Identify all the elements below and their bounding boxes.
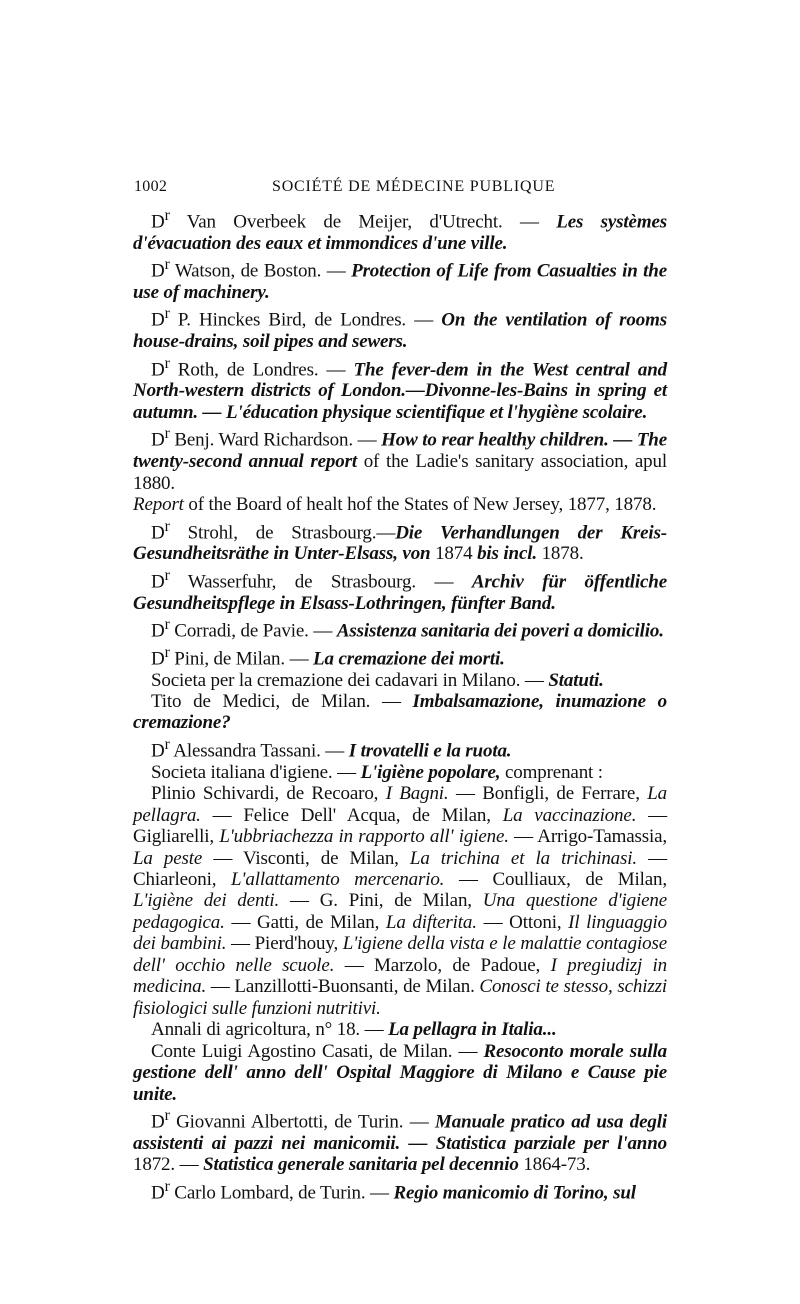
doctor-abbrev-sup: r — [164, 207, 170, 224]
author-text: Carlo Lombard, de Turin. — — [169, 1181, 394, 1203]
doctor-abbrev-sup: r — [164, 643, 170, 661]
author-text: Conte Luigi Agostino Casati, de Milan. — — [151, 1040, 484, 1062]
author-text: Societa per la cremazione dei cadavari in Milano. — — [151, 669, 549, 691]
author-text: — Gigliarelli, — [133, 804, 667, 848]
work-title: How to rear healthy children. — The twenty-second annual report — [133, 429, 667, 473]
bibliography-entry — [133, 670, 667, 691]
author-text: Watson, de Boston. — — [169, 260, 352, 282]
work-title: L'igiene della vista e le malattie contagiose dell' occhio nelle scuole. — [133, 933, 667, 976]
doctor-abbrev: D — [151, 211, 165, 233]
work-title: On the ventilation of rooms house-drains, soil pipes and sewers. — [133, 309, 667, 353]
running-head — [134, 178, 666, 200]
work-title: Assistenza sanitaria dei poveri a domicilio. — [336, 620, 664, 642]
bibliography-entry — [133, 783, 667, 1019]
author-text: — Bonfigli, de Ferrare, — [448, 783, 648, 805]
doctor-abbrev-sup: r — [164, 425, 170, 443]
page-number: 1002 — [134, 178, 168, 195]
work-title: Regio manicomio di Torino, sul — [393, 1181, 636, 1203]
bibliography-entry — [133, 353, 667, 424]
bibliography-entry — [133, 494, 667, 515]
bibliography-entry — [133, 1176, 667, 1204]
work-title: Statuti. — [548, 669, 604, 691]
doctor-abbrev-sup: r — [164, 1106, 170, 1124]
author-text: Plinio Schivardi, de Recoaro, — [151, 783, 386, 805]
plain-text: 1872. — — [133, 1154, 204, 1176]
author-text: — Chiarleoni, — [133, 847, 668, 890]
doctor-abbrev: D — [151, 359, 165, 381]
author-text: Corradi, de Pavie. — — [169, 620, 337, 642]
bibliography-entry — [133, 614, 667, 642]
work-title: La peste — [133, 847, 203, 869]
work-title: Les systèmes d'évacuation des eaux et immondices d'une ville. — [133, 211, 667, 254]
author-text: — Coulliaux, de Milan, — [444, 868, 667, 890]
work-title: bis incl. — [477, 543, 537, 565]
doctor-abbrev: D — [151, 309, 165, 331]
author-text: Societa italiana d'igiene. — — [151, 761, 361, 783]
work-title: L'igiène popolare, — [360, 761, 501, 783]
doctor-abbrev-sup: r — [164, 256, 170, 274]
work-title: La difterita. — [385, 911, 477, 933]
author-text: Roth, de Londres. — — [169, 359, 354, 381]
author-text: Pini, de Milan. — — [169, 648, 314, 670]
plain-text: 1874 — [430, 543, 478, 565]
work-title: La pellagra in Italia... — [388, 1019, 557, 1041]
bibliography-entry — [133, 762, 667, 783]
bibliography-entry — [133, 205, 667, 254]
doctor-abbrev-sup: r — [164, 1177, 170, 1195]
author-text: Giovanni Albertotti, de Turin. — — [169, 1111, 435, 1133]
author-text: — G. Pini, de Milan, — [279, 890, 483, 912]
running-title: SOCIÉTÉ DE MÉDECINE PUBLIQUE — [272, 178, 556, 195]
bibliography-entry — [133, 734, 667, 762]
work-title: La vaccinazione. — [502, 804, 637, 826]
work-title: La pellagra. — [133, 783, 667, 826]
doctor-abbrev: D — [151, 740, 165, 762]
author-text: Alessandra Tassani. — — [169, 740, 349, 762]
bibliography-entry — [133, 423, 667, 494]
author-text: Wasserfuhr, de Strasbourg. — — [169, 571, 472, 593]
doctor-abbrev: D — [151, 571, 165, 593]
author-text: Strohl, de Strasbourg.— — [169, 521, 396, 543]
doctor-abbrev: D — [151, 260, 165, 282]
work-title: L'igiène dei denti. — [133, 890, 280, 912]
work-title: Imbalsamazione, inumazione o cremazione? — [133, 691, 667, 734]
author-text: Benj. Ward Richardson. — — [169, 429, 382, 451]
work-title: Il linguaggio dei bambini. — [133, 911, 668, 955]
author-text: — Lanzillotti-Buonsanti, de Milan. — [206, 976, 480, 998]
doctor-abbrev: D — [151, 620, 165, 642]
work-title: Protection of Life from Casualties in the use of machinery. — [133, 260, 668, 304]
bibliography-entry — [133, 691, 667, 734]
bibliography-list — [133, 205, 667, 1203]
work-title: Report — [133, 494, 184, 516]
author-text: — Pierd'houy, — [226, 933, 343, 955]
doctor-abbrev: D — [151, 1181, 165, 1203]
bibliography-entry — [133, 254, 667, 303]
plain-text: of the Board of healt hof the States of New Jersey, 1877, 1878. — [183, 494, 657, 516]
bibliography-entry — [133, 1105, 667, 1176]
author-text: — Arrigo-Tamassia, — [508, 826, 668, 848]
work-title: Una questione d'igiene pedagogica. — [133, 890, 667, 933]
work-title: Statistica generale sanitaria pel decennio — [203, 1154, 519, 1176]
work-title: I pregiudizj in medicina. — [133, 954, 667, 998]
doctor-abbrev-sup: r — [164, 566, 170, 584]
work-title: Die Verhandlungen der Kreis-Gesundheitsräthe in Unter-Elsass, von — [133, 521, 667, 565]
plain-text: comprenant : — [500, 761, 603, 783]
bibliography-entry — [133, 303, 667, 352]
work-title: I Bagni. — [385, 783, 449, 805]
doctor-abbrev: D — [151, 1111, 165, 1133]
work-title: Archiv für öffentliche Gesundheitspflege in Elsass-Lothringen, fünfter Band. — [133, 571, 667, 614]
work-title: I trovatelli e la ruota. — [348, 740, 512, 762]
plain-text: 1864-73. — [518, 1154, 591, 1176]
work-title: Manuale pratico ad usa degli assistenti ai pazzi nei manicomii. — Statistica parziale per l'anno — [133, 1111, 667, 1154]
author-text: — Felice Dell' Acqua, de Milan, — [200, 804, 503, 826]
author-text: — Ottoni, — [476, 911, 569, 933]
doctor-abbrev: D — [151, 521, 165, 543]
work-title: L'allattamento mercenario. — [231, 868, 445, 890]
author-text: P. Hinckes Bird, de Londres. — — [169, 309, 442, 331]
author-text: — Marzolo, de Padoue, — [334, 954, 551, 976]
doctor-abbrev: D — [151, 648, 165, 670]
plain-text: of the Ladie's sanitary association, apul 1880. — [133, 451, 668, 494]
doctor-abbrev-sup: r — [164, 305, 170, 323]
author-text: — Gatti, de Milan, — [224, 911, 386, 933]
doctor-abbrev-sup: r — [164, 735, 170, 753]
bibliography-entry — [133, 1041, 667, 1105]
bibliography-entry — [133, 642, 667, 670]
author-text: Van Overbeek de Meijer, d'Utrecht. — — [169, 211, 557, 233]
bibliography-entry — [133, 1019, 667, 1040]
doctor-abbrev-sup: r — [164, 354, 170, 372]
doctor-abbrev-sup: r — [164, 517, 170, 535]
plain-text: 1878. — [536, 543, 584, 565]
doctor-abbrev: D — [151, 429, 165, 451]
author-text: Annali di agricoltura, n° 18. — — [151, 1019, 389, 1041]
work-title: La trichina et la trichinasi. — [409, 847, 638, 869]
work-title: Conosci te stesso, schizzi fisiologici sulle funzioni nutritivi. — [133, 976, 667, 1019]
work-title: The fever-dem in the West central and North-western districts of London.—Divonne-les-Bains in spring et autumn. — L'éducation physique scientifique et l'hygiène scolaire. — [133, 359, 667, 423]
doctor-abbrev-sup: r — [164, 616, 170, 633]
author-text: — Visconti, de Milan, — [202, 847, 410, 869]
work-title: La cremazione dei morti. — [313, 648, 505, 670]
bibliography-entry — [133, 565, 667, 614]
bibliography-entry — [133, 516, 667, 565]
work-title: L'ubbriachezza in rapporto all' igiene. — [219, 826, 509, 848]
author-text: Tito de Medici, de Milan. — — [151, 691, 413, 713]
work-title: Resoconto morale sulla gestione dell' anno dell' Ospital Maggiore di Milano e Cause pie unite. — [133, 1040, 667, 1105]
